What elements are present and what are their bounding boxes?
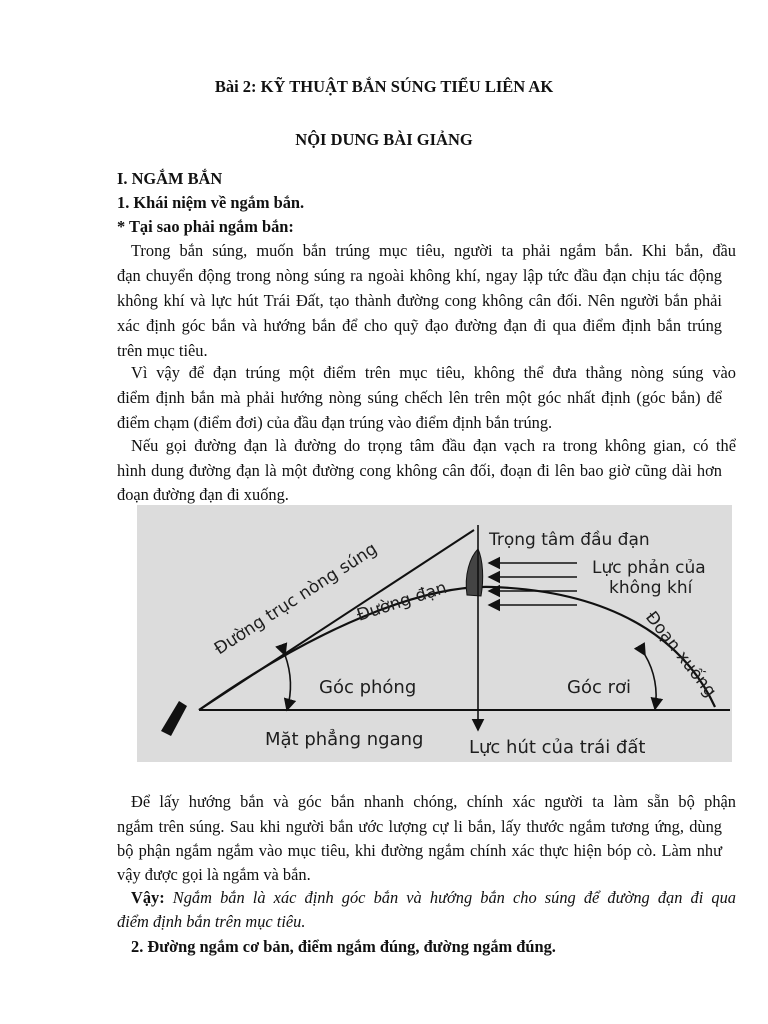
sub-heading-2: 2. Đường ngắm cơ bản, điểm ngắm đúng, đường ngắm đúng. [131, 937, 556, 956]
gun-icon [161, 701, 187, 736]
conclusion-text: Ngắm bắn là xác định góc bắn và hướng bắn cho súng để đường đạn đi qua [164, 888, 736, 907]
paragraph-line: Để lấy hướng bắn và góc bắn nhanh chóng, chính xác người ta làm sẵn bộ phận [131, 792, 736, 811]
descent-label: Đoạn xuống [641, 607, 721, 702]
paragraph-line: Vì vậy để đạn trúng một điểm trên mục tiêu, không thể đưa thẳng nòng súng vào [131, 363, 736, 382]
paragraph-line: vậy được gọi là ngắm và bắn. [117, 865, 311, 884]
gravity-label: Lực hút của trái đất [469, 737, 646, 758]
lesson-title: Bài 2: KỸ THUẬT BẮN SÚNG TIỂU LIÊN AK [214, 77, 554, 96]
air-force-label: Lực phản của [592, 558, 706, 578]
paragraph-line: ngắm trên súng. Sau khi người bắn ước lượng cự li bắn, lấy thước ngắm tương ứng, dùng [117, 817, 722, 836]
paragraph-line: đoạn đường đạn đi xuống. [117, 485, 289, 504]
paragraph-line: điểm định bắn mà phải hướng nòng súng chếch lên trên một góc nhất định (góc bắn) để [117, 388, 722, 407]
trajectory-label: Đường đạn [354, 577, 450, 626]
bullet-icon [466, 549, 482, 596]
paragraph-line: không khí và lực hút Trái Đất, tạo thành đường cong không cân đối. Nên người bắn phải [117, 291, 722, 310]
launch-angle-label: Góc phóng [319, 677, 417, 698]
section-heading: I. NGẮM BẮN [117, 169, 223, 188]
lecture-subtitle: NỘI DUNG BÀI GIẢNG [295, 130, 473, 149]
paragraph-line: bộ phận ngắm ngắm vào mục tiêu, khi đường ngắm chính xác thực hiện bóp cò. Làm như [117, 841, 722, 860]
fall-angle-label: Góc rơi [567, 677, 631, 698]
conclusion-text: điểm định bắn trên mục tiêu. [117, 912, 306, 931]
paragraph-line: Trong bắn súng, muốn bắn trúng mục tiêu, người ta phải ngắm bắn. Khi bắn, đầu [131, 241, 736, 260]
paragraph-line: hình dung đường đạn là một đường cong không cân đối, đoạn đi lên bao giờ cũng dài hơn [117, 461, 722, 480]
launch-angle-arc [285, 655, 290, 710]
horizontal-plane-label: Mặt phẳng ngang [265, 729, 424, 750]
conclusion-line [117, 886, 736, 910]
paragraph-line: Nếu gọi đường đạn là đường do trọng tâm đầu đạn vạch ra trong không gian, có thể [131, 436, 736, 455]
question-heading: * Tại sao phải ngắm bắn: [117, 217, 294, 236]
trajectory-diagram [137, 505, 732, 762]
barrel-axis-label: Đường trục nòng súng [210, 539, 381, 660]
bullet-center-label: Trọng tâm đầu đạn [489, 530, 650, 550]
sub-heading-1: 1. Khái niệm về ngắm bắn. [117, 193, 305, 212]
paragraph-line: xác định góc bắn và hướng bắn để cho quỹ đạo đường đạn đi qua điểm định bắn trúng [117, 316, 722, 335]
paragraph-line: trên mục tiêu. [117, 341, 208, 360]
paragraph-line: điểm chạm (điểm đơi) của đầu đạn trúng vào điểm định bắn trúng. [117, 413, 553, 432]
conclusion-label: Vậy: [131, 888, 165, 907]
paragraph-line: đạn chuyển động trong nòng súng ra ngoài không khí, ngay lập tức đầu đạn chịu tác động [117, 266, 722, 285]
air-force-label: không khí [609, 578, 693, 598]
fall-angle-arc [645, 655, 656, 709]
